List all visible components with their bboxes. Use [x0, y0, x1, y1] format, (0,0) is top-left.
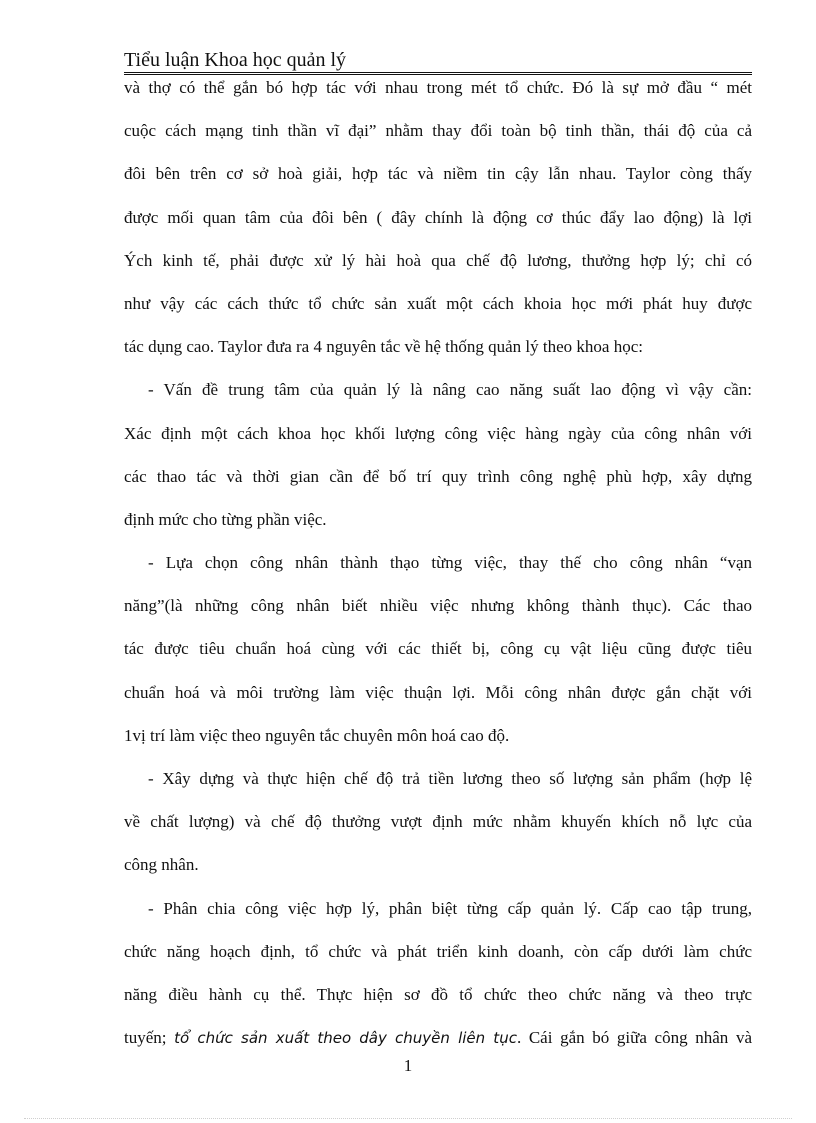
text-line: định mức cho từng phần việc.	[124, 509, 327, 529]
text-line: năng điều hành cụ thể. Thực hiện sơ đồ tổ chức theo chức năng và theo trực	[124, 984, 752, 1004]
text-line: - Lựa chọn công nhân thành thạo từng việc, thay thế cho công nhân “vạn	[148, 553, 752, 573]
text-line: tác dụng cao. Taylor đưa ra 4 nguyên tắc về hệ thống quản lý theo khoa học:	[124, 337, 643, 357]
text-line: được mối quan tâm của đôi bên ( đây chính là động cơ thúc đẩy lao động) là lợi	[124, 207, 752, 227]
text-line: 1vị trí làm việc theo nguyên tắc chuyên môn hoá cao độ.	[124, 725, 510, 745]
text-line: đôi bên trên cơ sở hoà giải, hợp tác và niềm tin cậy lẫn nhau. Taylor còng thấy	[124, 164, 752, 184]
text-line: - Phân chia công việc hợp lý, phân biệt từng cấp quản lý. Cấp cao tập trung,	[148, 898, 752, 918]
body-text	[124, 76, 752, 1069]
text-line: tác được tiêu chuẩn hoá cùng với các thiết bị, công cụ vật liệu cũng được tiêu	[124, 639, 752, 659]
text-line: cuộc cách mạng tinh thần vĩ đại” nhằm thay đổi toàn bộ tinh thần, thái độ của cả	[124, 121, 752, 141]
text-line: Ých kinh tế, phải được xử lý hài hoà qua chế độ lương, thưởng hợp lý; chỉ có	[124, 250, 752, 270]
text-line: chuẩn hoá và môi trường làm việc thuận lợi. Mỗi công nhân được gắn chặt với	[124, 682, 752, 702]
page-number: 1	[403, 1056, 413, 1075]
text-line: và thợ có thể gắn bó hợp tác với nhau trong mét tổ chức. Đó là sự mở đầu “ mét	[124, 78, 752, 97]
italic-text-segment: tổ chức sản xuất theo dây chuyền liên tục	[174, 1029, 517, 1048]
text-segment: . Cái gắn bó giữa công nhân và	[516, 1028, 752, 1048]
page-header-title: Tiểu luận Khoa học quản lý	[124, 48, 752, 75]
text-line: chức năng hoạch định, tổ chức và phát triển kinh doanh, còn cấp dưới làm chức	[124, 941, 752, 961]
text-line: công nhân.	[124, 855, 199, 875]
text-line: - Xây dựng và thực hiện chế độ trả tiền lương theo số lượng sản phẩm (hợp lệ	[148, 769, 752, 788]
text-line: năng”(là những công nhân biết nhiều việc nhưng không thành thục). Các thao	[124, 596, 752, 616]
text-segment: tuyến;	[124, 1028, 175, 1048]
text-line: - Vấn đề trung tâm của quản lý là nâng cao năng suất lao động vì vậy cần:	[148, 380, 752, 400]
text-line: Xác định một cách khoa học khối lượng công việc hàng ngày của công nhân với	[124, 423, 752, 443]
text-line: như vậy các cách thức tổ chức sản xuất một cách khoia học mới phát huy được	[124, 293, 752, 313]
text-line: về chất lượng) và chế độ thưởng vượt định mức nhằm khuyến khích nỗ lực của	[124, 812, 752, 832]
page-bottom-divider	[24, 1118, 792, 1119]
text-line: các thao tác và thời gian cần để bố trí quy trình công nghệ phù hợp, xây dựng	[124, 466, 752, 486]
